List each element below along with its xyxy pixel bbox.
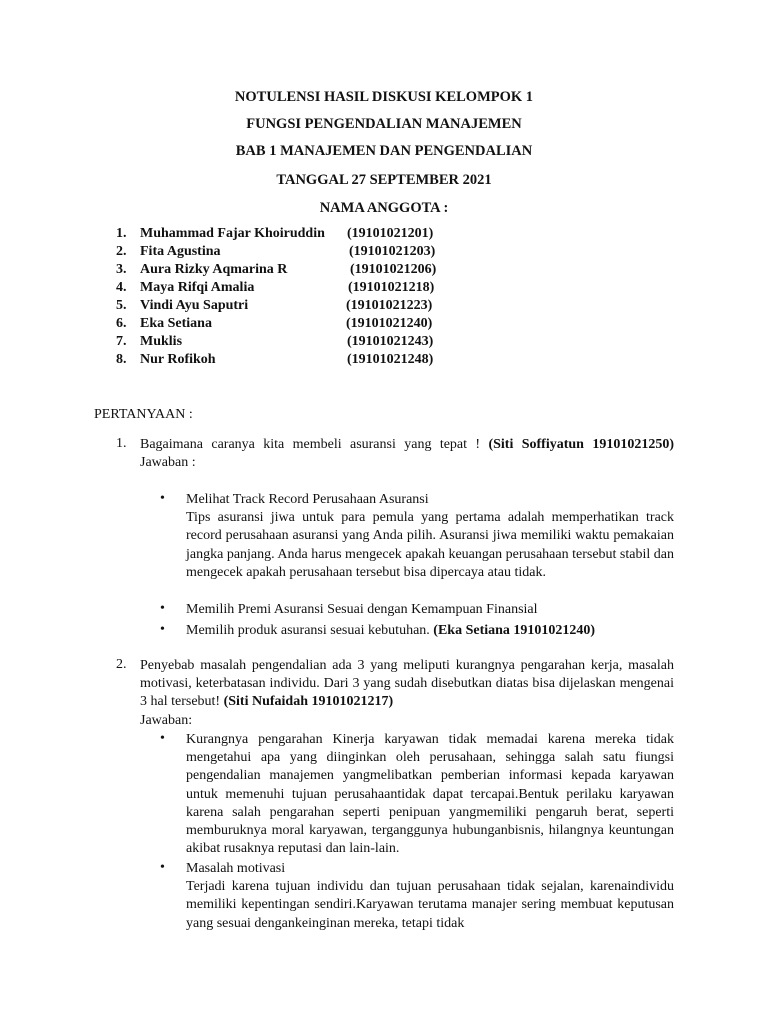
bullet-icon: •	[160, 622, 165, 637]
doc-subtitle: FUNGSI PENGENDALIAN MANAJEMEN	[246, 116, 522, 132]
bullet-icon: •	[160, 860, 165, 875]
question-text-block	[140, 436, 674, 472]
answer-point-body: Tips asuransi jiwa untuk para pemula yang pertama adalah memperhatikan track record perusahaan asuransi yang Anda pilih. Asuransi jiwa memiliki waktu pemakaian jangka panjang. Anda harus mengecek apakah keuangan perusahaan tersebut stabil dan mengecek apakah perusahaan tersebut bisa dipercaya atau tidak.	[186, 510, 674, 580]
member-nim: (19101021243)	[347, 334, 434, 349]
member-nim: (19101021201)	[347, 226, 434, 241]
answer-point-title: Melihat Track Record Perusahaan Asuransi	[186, 492, 429, 507]
member-name: Maya Rifqi Amalia	[140, 280, 255, 295]
question-asker: (Siti Soffiyatun 19101021250)	[488, 437, 675, 452]
member-nim: (19101021206)	[350, 262, 437, 277]
member-number: 4.	[116, 280, 127, 295]
answer-point	[186, 601, 674, 619]
date-title: TANGGAL 27 SEPTEMBER 2021	[276, 172, 492, 188]
member-name: Aura Rizky Aqmarina R	[140, 262, 288, 277]
bullet-icon: •	[160, 601, 165, 616]
chapter-title: BAB 1 MANAJEMEN DAN PENGENDALIAN	[235, 143, 533, 159]
doc-title: NOTULENSI HASIL DISKUSI KELOMPOK 1	[234, 89, 534, 105]
answer-point-title: Memilih Premi Asuransi Sesuai dengan Kemampuan Finansial	[186, 602, 538, 617]
member-number: 5.	[116, 298, 127, 313]
answer-point-body: Terjadi karena tujuan individu dan tujuan perusahaan tidak sejalan, karenaindividu memiliki kepentingan sendiri.Karyawan terutama manajer sering membuat keputusan yang sesuai dengankeinginan mereka, tetapi tidak	[186, 879, 674, 931]
answer-label: Jawaban:	[140, 712, 193, 728]
answer-label: Jawaban :	[140, 455, 196, 471]
bullet-icon: •	[160, 731, 165, 746]
member-name: Vindi Ayu Saputri	[140, 298, 249, 313]
answer-point	[186, 731, 674, 858]
member-nim: (19101021218)	[348, 280, 435, 295]
member-name: Muhammad Fajar Khoiruddin	[140, 226, 325, 241]
question-text-block	[140, 657, 674, 730]
answer-point-body: Kurangnya pengarahan Kinerja karyawan tidak memadai karena mereka tidak mengetahui apa yang diinginkan oleh perusahaan, sehingga salah satu fiungsi pengendalian manajemen yangmelibatkan pemberian informasi kepada karyawan untuk memenuhi tujuan perusahaantidak dapat tercapai.Bentuk perilaku karyawan karena salah pengarahan seperti penipuan yangmemiliki pengaruh berat, seperti memburuknya moral karyawan, terganggunya hubunganbisnis, hilangnya keuntungan akibat rusaknya reputasi dan lain-lain.	[186, 732, 674, 857]
member-nim: (19101021203)	[349, 244, 436, 259]
answer-point	[186, 622, 674, 640]
question-text: Bagaimana caranya kita membeli asuransi yang tepat !	[140, 437, 481, 452]
member-name: Nur Rofikoh	[140, 352, 216, 367]
answer-point	[186, 491, 674, 582]
answer-author: (Eka Setiana 19101021240)	[433, 623, 596, 638]
member-nim: (19101021248)	[347, 352, 434, 367]
answer-point-title: Memilih produk asuransi sesuai kebutuhan.	[186, 623, 430, 638]
question-asker: (Siti Nufaidah 19101021217)	[223, 694, 394, 710]
question-number: 2.	[116, 657, 127, 672]
member-number: 3.	[116, 262, 127, 277]
questions-heading: PERTANYAAN :	[94, 407, 193, 422]
answer-point-title: Masalah motivasi	[186, 861, 286, 876]
member-number: 8.	[116, 352, 127, 367]
member-number: 7.	[116, 334, 127, 349]
member-number: 1.	[116, 226, 127, 241]
member-nim: (19101021240)	[346, 316, 433, 331]
member-nim: (19101021223)	[346, 298, 433, 313]
bullet-icon: •	[160, 491, 165, 506]
member-name: Eka Setiana	[140, 316, 212, 331]
member-name: Muklis	[140, 334, 183, 349]
members-heading: NAMA ANGGOTA :	[319, 200, 449, 216]
member-number: 6.	[116, 316, 127, 331]
member-name: Fita Agustina	[140, 244, 221, 259]
question-text: Penyebab masalah pengendalian ada 3 yang meliputi kurangnya pengarahan kerja, masalah motivasi, keterbatasan individu. Dari 3 yang sudah disebutkan diatas bisa dijelaskan mengenai 3 hal tersebut!	[140, 658, 674, 710]
question-number: 1.	[116, 436, 127, 451]
member-number: 2.	[116, 244, 127, 259]
answer-point	[186, 860, 674, 933]
